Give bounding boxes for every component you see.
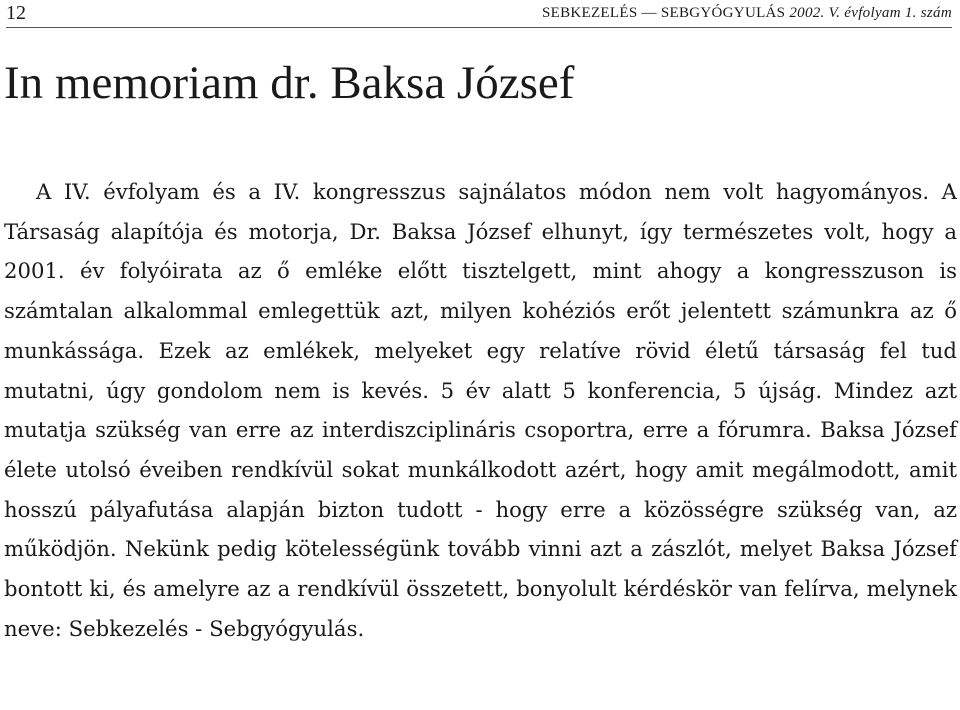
page-number: 12: [6, 2, 26, 24]
running-header: [6, 0, 952, 28]
issue-info: 2002. V. évfolyam 1. szám: [789, 5, 952, 21]
journal-name: SEBKEZELÉS — SEBGYÓGYULÁS: [541, 5, 790, 21]
running-head: [542, 5, 952, 22]
article-title: In memoriam dr. Baksa József: [4, 57, 575, 109]
article-body: A IV. évfolyam és a IV. kongresszus sajnálatos módon nem volt hagyományos. A Társaság alapítója és motorja, Dr. Baksa József elhunyt, így természetes volt, hogy a 2001. év folyóirata az ő emléke előtt tisztelgett, mint ahogy a kongresszuson is számtalan alkalommal emlegettük azt, milyen kohéziós erőt jelentett számunkra az ő munkássága. Ezek az emlékek, melyeket egy relatíve rövid életű társaság fel tud mutatni, úgy gondolom nem is kevés. 5 év alatt 5 konferencia, 5 újság. Mindez azt mutatja szükség van erre az interdiszciplináris csoportra, erre a fórumra. Baksa József élete utolsó éveiben rendkívül sokat munkálkodott azért, hogy amit megálmodott, amit hosszú pályafutása alapján bizton tudott - hogy erre a közösségre szükség van, az működjön. Nekünk pedig kötelességünk tovább vinni azt a zászlót, melyet Baksa József bontott ki, és amelyre az a rendkívül összetett, bonyolult kérdéskör van felírva, melynek neve: Sebkezelés - Sebgyógyulás.: [4, 179, 957, 641]
